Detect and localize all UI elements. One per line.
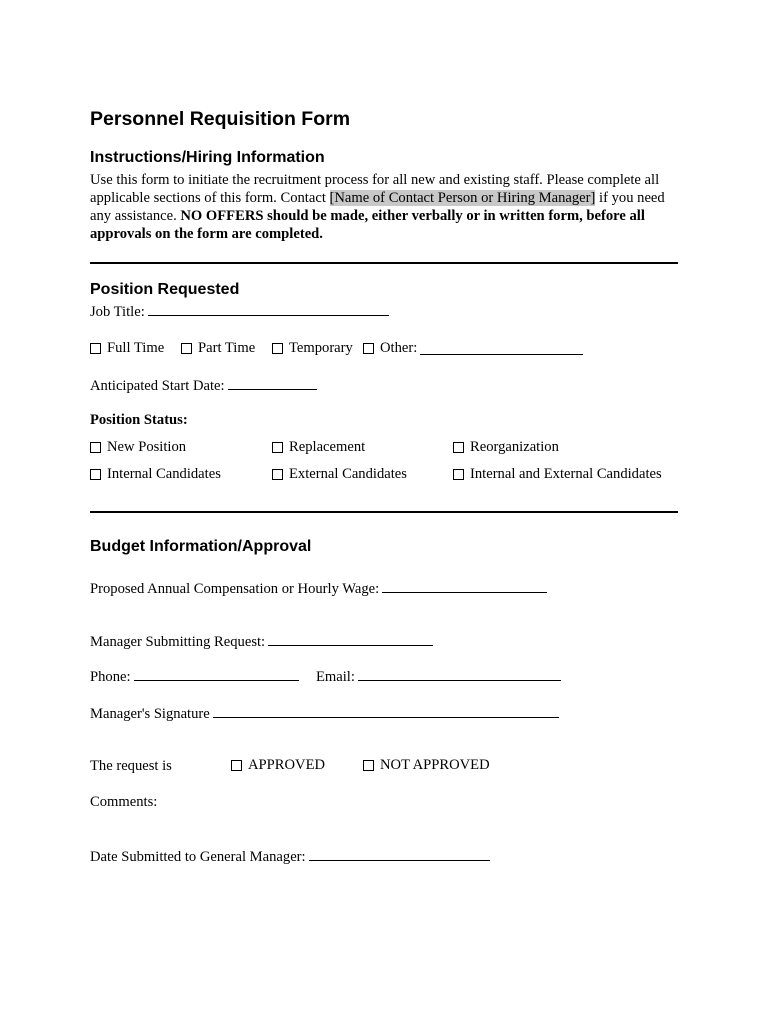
compensation-field	[90, 580, 547, 598]
manager-label: Manager Submitting Request:	[90, 634, 266, 650]
checkbox-label: Reorganization	[470, 439, 559, 455]
checkbox-icon	[90, 469, 101, 480]
part-time-checkbox[interactable]	[181, 340, 255, 357]
internal-candidates-checkbox[interactable]	[90, 466, 221, 483]
phone-label: Phone:	[90, 669, 131, 685]
instructions-heading: Instructions/Hiring Information	[90, 149, 325, 166]
start-date-input[interactable]	[228, 377, 317, 390]
instructions-text-part1: Use this form to initiate the recruitment process for all new and existing staff. Please complete all applicable sections of this form. Contact	[90, 172, 660, 206]
start-date-field	[90, 377, 317, 395]
section-divider-2	[90, 511, 678, 513]
checkbox-label: Internal and External Candidates	[470, 466, 662, 482]
checkbox-label: Temporary	[289, 340, 353, 356]
instructions-paragraph	[90, 171, 680, 243]
checkbox-icon	[453, 442, 464, 453]
start-date-label: Anticipated Start Date:	[90, 378, 225, 394]
checkbox-icon	[272, 469, 283, 480]
replacement-checkbox[interactable]	[272, 439, 365, 456]
phone-input[interactable]	[134, 668, 299, 681]
page-title: Personnel Requisition Form	[90, 108, 351, 130]
checkbox-label: Full Time	[107, 340, 165, 356]
checkbox-icon	[90, 343, 101, 354]
temporary-checkbox[interactable]	[272, 340, 353, 357]
instructions-text-part2: if you need any assistance.	[90, 190, 665, 224]
checkbox-label: APPROVED	[248, 757, 326, 773]
comments-label: Comments:	[90, 794, 158, 810]
signature-input[interactable]	[213, 705, 559, 718]
checkbox-icon	[272, 442, 283, 453]
checkbox-label: Other:	[380, 340, 418, 356]
signature-label: Manager's Signature	[90, 706, 210, 722]
other-input[interactable]	[420, 342, 583, 355]
date-submitted-label: Date Submitted to General Manager:	[90, 849, 306, 865]
email-label: Email:	[316, 669, 355, 685]
checkbox-icon	[453, 469, 464, 480]
instructions-warning: NO OFFERS should be made, either verbally or in written form, before all approvals on the form are completed.	[90, 208, 645, 242]
section-divider-1	[90, 262, 678, 264]
checkbox-label: Replacement	[289, 439, 366, 455]
email-input[interactable]	[358, 668, 561, 681]
checkbox-label: External Candidates	[289, 466, 407, 482]
manager-input[interactable]	[268, 633, 433, 646]
checkbox-icon	[272, 343, 283, 354]
job-title-input[interactable]	[148, 303, 389, 316]
form-page	[90, 0, 678, 1024]
compensation-input[interactable]	[382, 580, 547, 593]
reorganization-checkbox[interactable]	[453, 439, 559, 456]
job-title-field	[90, 303, 389, 321]
external-candidates-checkbox[interactable]	[272, 466, 407, 483]
full-time-checkbox[interactable]	[90, 340, 164, 357]
checkbox-label: New Position	[107, 439, 187, 455]
checkbox-label: Part Time	[198, 340, 256, 356]
checkbox-icon	[363, 343, 374, 354]
manager-field	[90, 633, 433, 651]
compensation-label: Proposed Annual Compensation or Hourly Wage:	[90, 581, 380, 597]
position-status-heading: Position Status:	[90, 412, 188, 428]
date-submitted-field	[90, 848, 490, 866]
signature-field	[90, 705, 559, 723]
checkbox-label: Internal Candidates	[107, 466, 221, 482]
new-position-checkbox[interactable]	[90, 439, 186, 456]
checkbox-icon	[231, 760, 242, 771]
checkbox-icon	[90, 442, 101, 453]
checkbox-icon	[181, 343, 192, 354]
approved-checkbox[interactable]	[231, 757, 325, 774]
date-submitted-input[interactable]	[309, 848, 490, 861]
email-field	[316, 668, 561, 686]
not-approved-checkbox[interactable]	[363, 757, 490, 774]
checkbox-label: NOT APPROVED	[380, 757, 490, 773]
job-title-label: Job Title:	[90, 304, 145, 320]
other-checkbox[interactable]	[363, 340, 583, 357]
budget-heading: Budget Information/Approval	[90, 538, 312, 555]
contact-placeholder: [Name of Contact Person or Hiring Manager]	[329, 190, 596, 206]
phone-field	[90, 668, 299, 686]
checkbox-icon	[363, 760, 374, 771]
internal-external-candidates-checkbox[interactable]	[453, 466, 662, 483]
request-status-label: The request is	[90, 758, 172, 774]
position-requested-heading: Position Requested	[90, 281, 240, 298]
